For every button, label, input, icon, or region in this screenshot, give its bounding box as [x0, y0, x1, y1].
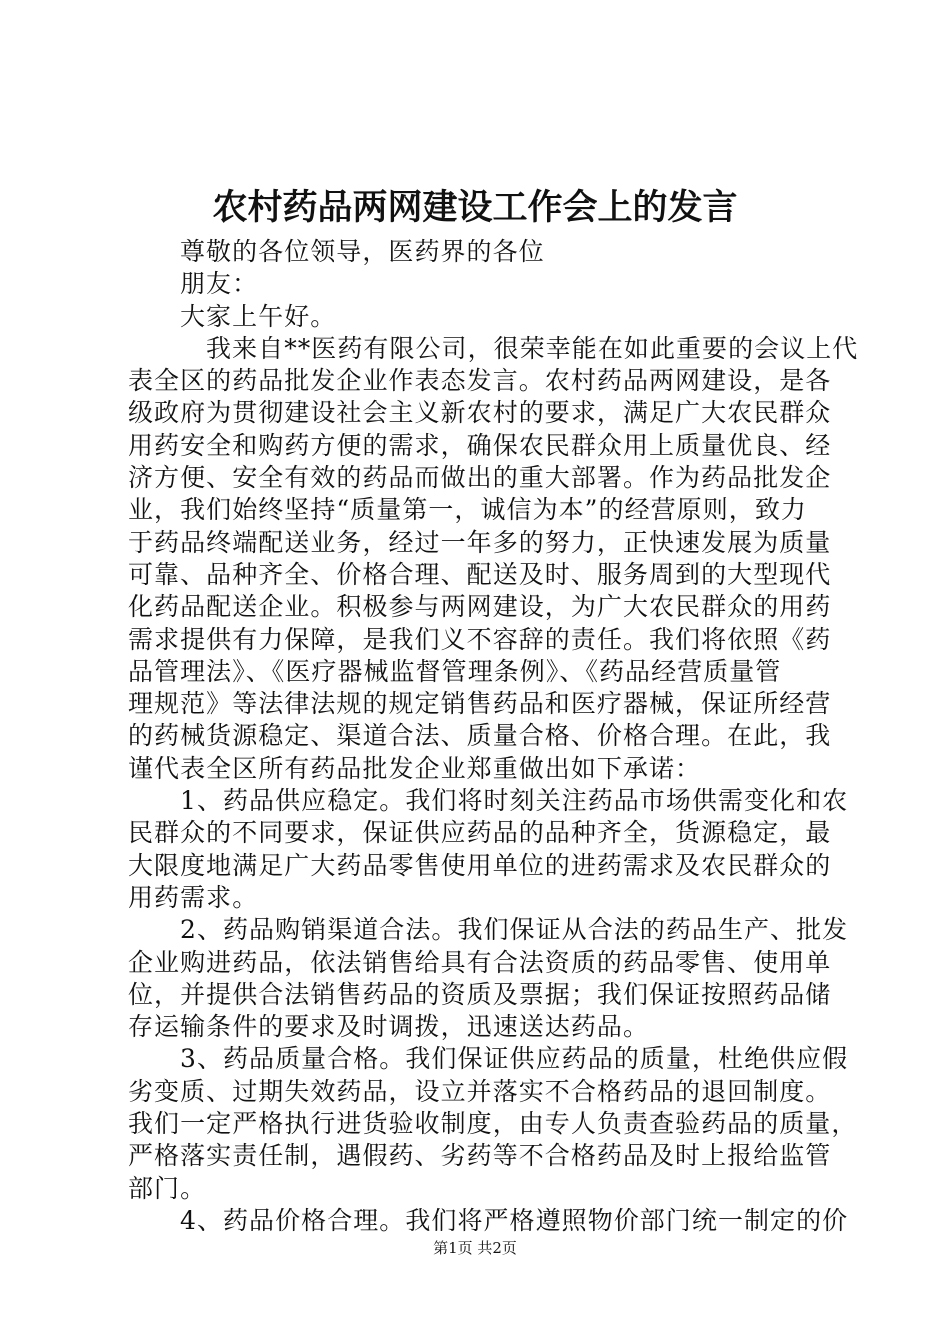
text-line: 我来自**医药有限公司，很荣幸能在如此重要的会议上代: [180, 333, 859, 363]
text-line: 朋友：: [180, 269, 259, 299]
text-line: 2、药品购销渠道合法。我们保证从合法的药品生产、批发: [180, 915, 849, 945]
text-line: 我们一定严格执行进货验收制度，由专人负责查验药品的质量，: [128, 1109, 858, 1139]
text-line: 用药安全和购药方便的需求，确保农民群众用上质量优良、经: [128, 430, 832, 460]
text-line: 严格落实责任制，遇假药、劣药等不合格药品及时上报给监管: [128, 1141, 832, 1171]
text-line: 用药需求。: [128, 882, 259, 912]
text-line: 品管理法》、《医疗器械监督管理条例》、《药品经营质量管: [128, 656, 782, 686]
text-line: 部门。: [128, 1173, 207, 1203]
text-line: 民群众的不同要求，保证供应药品的品种齐全，货源稳定，最: [128, 818, 832, 848]
text-line: 需求提供有力保障，是我们义不容辞的责任。我们将依照《药: [128, 624, 832, 654]
text-line: 于药品终端配送业务，经过一年多的努力，正快速发展为质量: [128, 527, 832, 557]
text-line: 表全区的药品批发企业作表态发言。农村药品两网建设，是各: [128, 366, 832, 396]
text-line: 化药品配送企业。积极参与两网建设，为广大农民群众的用药: [128, 592, 832, 622]
text-line: 大家上午好。: [180, 301, 337, 331]
page-footer: 第1页 共2页: [433, 1239, 517, 1257]
text-line: 理规范》等法律法规的规定销售药品和医疗器械，保证所经营: [128, 689, 832, 719]
document-body: [128, 236, 859, 1237]
text-line: 3、药品质量合格。我们保证供应药品的质量，杜绝供应假: [180, 1044, 849, 1074]
text-line: 劣变质、过期失效药品，设立并落实不合格药品的退回制度。: [128, 1076, 832, 1106]
text-line: 的药械货源稳定、渠道合法、质量合格、价格合理。在此，我: [128, 721, 832, 751]
text-line: 1、药品供应稳定。我们将时刻关注药品市场供需变化和农: [180, 786, 849, 816]
text-line: 可靠、品种齐全、价格合理、配送及时、服务周到的大型现代: [128, 559, 832, 589]
text-line: 济方便、安全有效的药品而做出的重大部署。作为药品批发企: [128, 463, 832, 493]
text-line: 尊敬的各位领导，医药界的各位: [180, 237, 545, 266]
text-line: 谨代表全区所有药品批发企业郑重做出如下承诺：: [128, 753, 702, 783]
text-line: 大限度地满足广大药品零售使用单位的进药需求及农民群众的: [128, 850, 832, 880]
text-line: 企业购进药品，依法销售给具有合法资质的药品零售、使用单: [128, 947, 832, 977]
text-line: 位，并提供合法销售药品的资质及票据；我们保证按照药品储: [128, 979, 832, 1009]
text-line: 存运输条件的要求及时调拨，迅速送达药品。: [128, 1012, 650, 1042]
document-title: 农村药品两网建设工作会上的发言: [212, 187, 738, 228]
text-line: 级政府为贯彻建设社会主义新农村的要求，满足广大农民群众: [128, 398, 832, 428]
text-line: 业，我们始终坚持“质量第一，诚信为本”的经营原则，致力: [128, 495, 807, 525]
text-line: 4、药品价格合理。我们将严格遵照物价部门统一制定的价: [180, 1205, 849, 1235]
